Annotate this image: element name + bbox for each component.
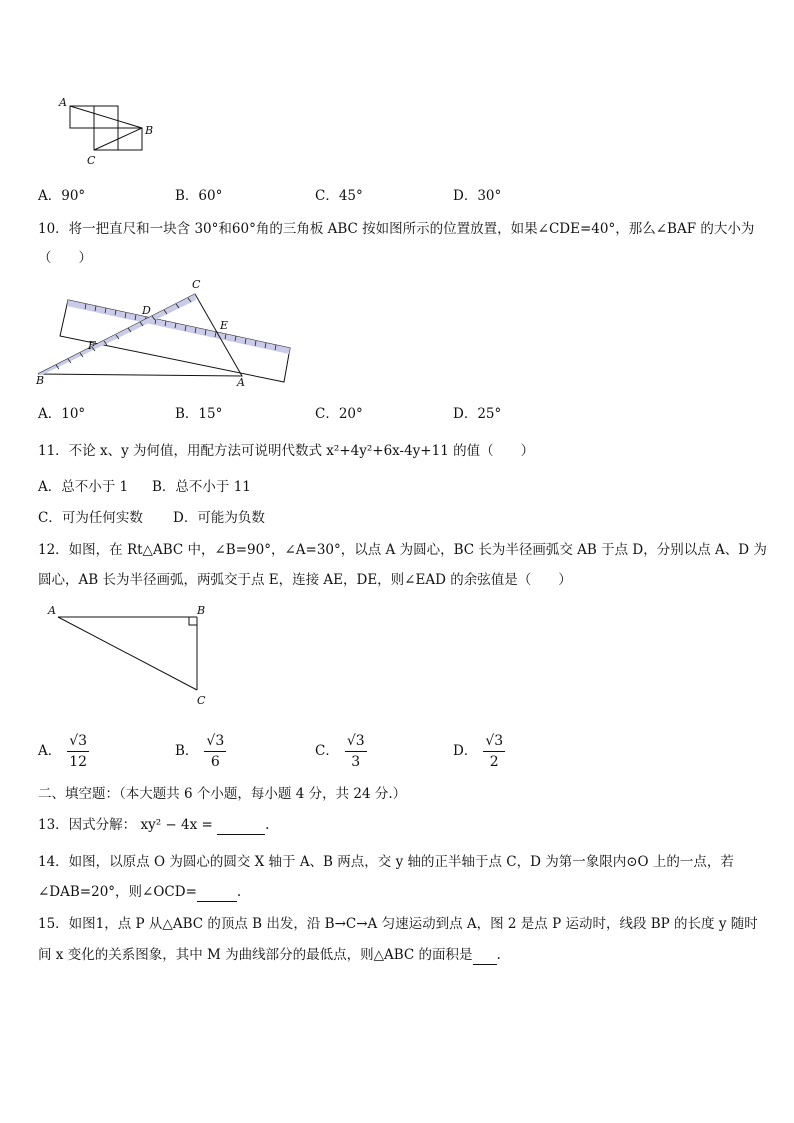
- q13-stem: [38, 816, 269, 835]
- q10-option-d: D．25°: [453, 406, 502, 422]
- q12-option-c-numerator: √3: [345, 732, 367, 752]
- q12-option-a: [38, 732, 89, 771]
- q12-option-b-fraction: [204, 732, 226, 771]
- q12-option-b-label: B．: [175, 743, 199, 759]
- q12-option-a-denominator: 12: [69, 754, 88, 770]
- q11-option-a: A．总不小于 1: [38, 479, 129, 495]
- q13-answer-blank[interactable]: [217, 816, 265, 835]
- q12-figure: [44, 600, 216, 712]
- q9-figure: [52, 92, 162, 168]
- q10-option-c: C．20°: [315, 406, 363, 422]
- q10-label-e: E: [220, 319, 229, 332]
- q15-line2-prefix: 间 x 变化的关系图象，其中 M 为曲线部分的最低点，则△ABC 的面积是: [38, 947, 473, 963]
- q12-label-c: C: [197, 694, 206, 707]
- q9-option-a: A．90°: [38, 188, 86, 204]
- q10-label-f: F: [88, 339, 96, 352]
- q10-label-a: A: [237, 376, 245, 389]
- q10-label-d: D: [142, 304, 151, 317]
- q12-stem-line1: 12．如图，在 Rt△ABC 中，∠B=90°，∠A=30°，以点 A 为圆心，BC 长为半径画弧交 AB 于点 D，分别以点 A、D 为: [38, 542, 767, 558]
- q12-option-d-label: D．: [453, 743, 478, 759]
- q9-label-b: B: [145, 124, 154, 137]
- q11-option-b: B．总不小于 11: [152, 479, 251, 495]
- q9-option-d: D．30°: [453, 188, 502, 204]
- q12-label-b: B: [197, 604, 206, 617]
- q12-option-b-numerator: √3: [204, 732, 226, 752]
- q9-option-c: C．45°: [315, 188, 363, 204]
- q10-option-a: A．10°: [38, 406, 86, 422]
- q15-stem-line1: 15．如图1，点 P 从△ABC 的顶点 B 出发，沿 B→C→A 匀速运动到点 A，图 2 是点 P 运动时，线段 BP 的长度 y 随时: [38, 916, 758, 932]
- q10-stem-line2: （ ）: [38, 250, 92, 266]
- q12-option-d-denominator: 2: [489, 754, 499, 770]
- q12-option-b-denominator: 6: [210, 754, 220, 770]
- q12-option-c-fraction: [345, 732, 367, 771]
- q10-label-c: C: [192, 278, 201, 291]
- q14-line2-prefix: ∠DAB=20°，则∠OCD=: [38, 884, 197, 900]
- q11-option-c: C．可为任何实数: [38, 510, 143, 526]
- q12-option-a-fraction: [67, 732, 89, 771]
- q15-stem-line2: [38, 946, 501, 965]
- q14-stem-line1: 14．如图，以原点 O 为圆心的圆交 X 轴于 A、B 两点，交 y 轴的正半轴于点 C，D 为第一象限内⊙O 上的一点，若: [38, 854, 734, 870]
- q9-option-b: B．60°: [175, 188, 223, 204]
- q12-option-d: [453, 732, 505, 771]
- q14-stem-line2: [38, 883, 241, 902]
- q14-answer-blank[interactable]: [197, 883, 237, 902]
- q10-stem-line1: 10．将一把直尺和一块含 30°和60°角的三角板 ABC 按如图所示的位置放置，如果∠CDE=40°，那么∠BAF 的大小为: [38, 221, 755, 237]
- q10-figure: [30, 276, 300, 392]
- q12-option-c-label: C．: [315, 743, 339, 759]
- q13-prefix: 13．因式分解：: [38, 817, 137, 833]
- q12-option-b: [175, 732, 226, 771]
- q12-stem-line2: 圆心，AB 长为半径画弧，两弧交于点 E，连接 AE，DE，则∠EAD 的余弦值是（ ）: [38, 572, 572, 588]
- q13-suffix: .: [265, 817, 270, 833]
- q12-label-a: A: [48, 604, 56, 617]
- q13-expression: xy² − 4x =: [140, 817, 213, 833]
- q11-stem: 11．不论 x、y 为何值，用配方法可说明代数式 x²+4y²+6x-4y+11 的值（ ）: [38, 443, 535, 459]
- q15-line2-suffix: .: [496, 947, 501, 963]
- q12-option-c-denominator: 3: [351, 754, 361, 770]
- q10-label-b: B: [36, 374, 45, 387]
- q11-option-d: D．可能为负数: [173, 510, 265, 526]
- q15-answer-blank[interactable]: [473, 946, 497, 965]
- q14-line2-suffix: .: [236, 884, 242, 900]
- section-2-heading: 二、填空题：（本大题共 6 个小题，每小题 4 分，共 24 分.）: [38, 786, 407, 802]
- q12-option-d-numerator: √3: [483, 732, 505, 752]
- q12-option-c: [315, 732, 367, 771]
- q9-label-c: C: [87, 154, 96, 167]
- q9-label-a: A: [59, 96, 67, 109]
- q10-option-b: B．15°: [175, 406, 223, 422]
- q12-option-d-fraction: [483, 732, 505, 771]
- q12-option-a-label: A．: [38, 743, 62, 759]
- q12-option-a-numerator: √3: [67, 732, 89, 752]
